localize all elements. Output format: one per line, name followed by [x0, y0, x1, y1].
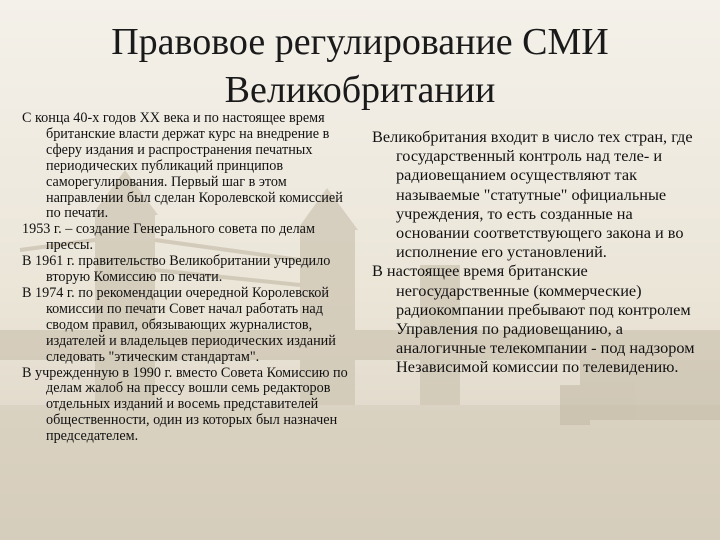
left-paragraph: В 1974 г. по рекомендации очередной Королевской комиссии по печати Совет начал работать над сводом правил, обязывающих журналистов, издателей и владельцев периодических изданий следовать "этическим стандартам". — [22, 284, 336, 365]
right-text-column — [372, 127, 708, 377]
title-line-2: Великобритании — [224, 69, 496, 111]
slide-title — [60, 18, 660, 114]
left-paragraph: 1953 г. – создание Генерального совета по делам прессы. — [22, 221, 315, 254]
right-paragraph: Великобритания входит в число тех стран, где государственный контроль над теле- и радиовещанием осуществляют так называемые "статутные" официальные учреждения, то есть созданные на основании соответствующего закона и во исполнение его установлений. — [372, 127, 693, 262]
left-paragraph: В учрежденную в 1990 г. вместо Совета Комиссию по делам жалоб на прессу вошли семь редакторов отдельных изданий и восемь представителей общественности, один из которых был назначен председателем. — [22, 364, 348, 445]
title-line-1: Правовое регулирование СМИ — [111, 21, 609, 63]
left-paragraph: С конца 40-х годов XX века и по настоящее время британские власти держат курс на внедрение в сферу издания и распространения печатных периодических публикаций принципов саморегулирования. Первый шаг в этом направлении был сделан Королевской комиссией по печати. — [22, 110, 343, 222]
left-paragraph: В 1961 г. правительство Великобритании учредило вторую Комиссию по печати. — [22, 253, 331, 286]
right-paragraph: В настоящее время британские негосударственные (коммерческие) радиокомпании пребывают под контролем Управления по радиовещанию, а аналогичные телекомпании - под надзором Независимой комиссии по телевидению. — [372, 261, 695, 377]
left-text-column — [22, 111, 358, 445]
